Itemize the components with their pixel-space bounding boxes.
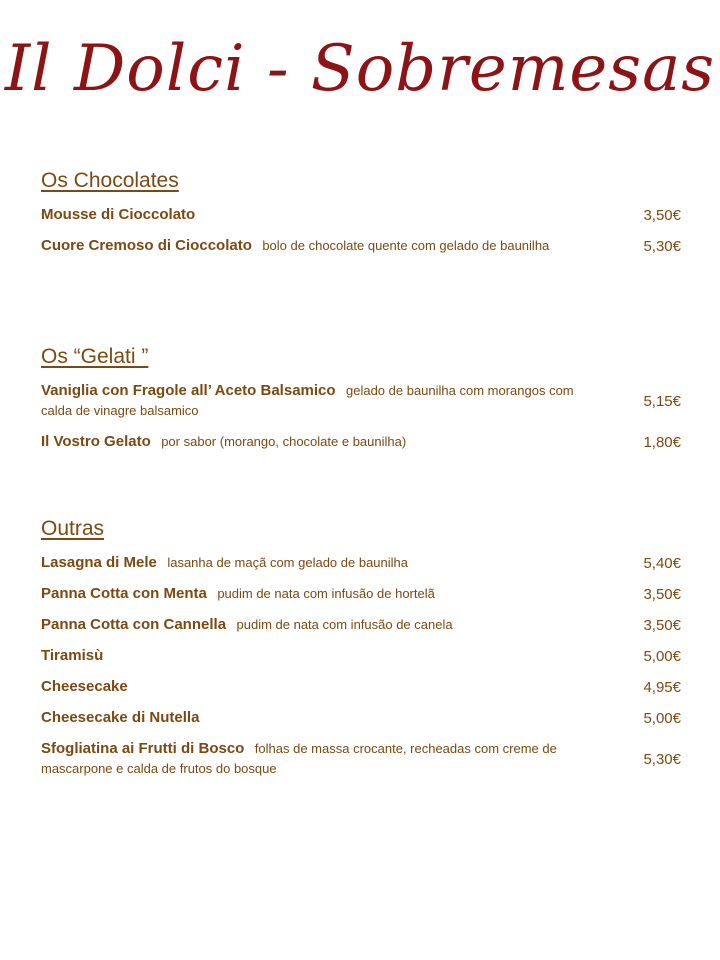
item-name: Panna Cotta con Menta [41, 585, 207, 603]
item-name: Il Vostro Gelato [41, 433, 151, 451]
item-description: pudim de nata com infusão de hortelã [217, 586, 435, 602]
menu-item [41, 584, 681, 604]
item-price: 1,80€ [643, 433, 681, 451]
menu-item [41, 677, 681, 697]
item-price: 5,30€ [643, 750, 681, 768]
menu-item [41, 646, 681, 666]
section-heading: Outras [41, 517, 105, 540]
item-description: pudim de nata com infusão de canela [236, 617, 453, 633]
section-heading: Os Chocolates [41, 169, 179, 192]
section-heading: Os “Gelati ” [41, 345, 149, 368]
item-price: 3,50€ [643, 585, 681, 603]
item-name: Mousse di Cioccolato [41, 206, 196, 224]
item-price: 5,15€ [643, 392, 681, 410]
item-description: folhas de massa crocante, recheadas com creme de mascarpone e calda de frutos do bosque [41, 741, 557, 777]
item-price: 4,95€ [643, 678, 681, 696]
item-price: 3,50€ [643, 616, 681, 634]
section-outras [41, 516, 681, 790]
menu-item [41, 205, 681, 225]
item-price: 5,30€ [643, 237, 681, 255]
section-chocolates [41, 168, 681, 267]
item-price: 3,50€ [643, 206, 681, 224]
item-name: Panna Cotta con Cannella [41, 616, 227, 634]
menu-item [41, 739, 681, 779]
item-name: Vaniglia con Fragole all’ Aceto Balsamico [41, 382, 336, 400]
item-price: 5,40€ [643, 554, 681, 572]
item-description: gelado de baunilha com morangos com calda de vinagre balsamico [41, 383, 574, 419]
item-description: lasanha de maçã com gelado de baunilha [167, 555, 408, 571]
menu-item [41, 615, 681, 635]
section-gelati [41, 344, 681, 463]
menu-item [41, 432, 681, 452]
item-name: Cuore Cremoso di Cioccolato [41, 237, 252, 255]
menu-item [41, 381, 681, 421]
item-name: Cheesecake di Nutella [41, 709, 200, 727]
item-description: bolo de chocolate quente com gelado de baunilha [262, 238, 550, 254]
item-name: Sfogliatina ai Frutti di Bosco [41, 740, 245, 758]
menu-item [41, 553, 681, 573]
item-description: por sabor (morango, chocolate e baunilha) [161, 434, 407, 450]
item-name: Tiramisù [41, 647, 104, 665]
page-title: Il Dolci - Sobremesas [4, 32, 716, 106]
item-name: Cheesecake [41, 678, 128, 696]
item-price: 5,00€ [643, 647, 681, 665]
item-name: Lasagna di Mele [41, 554, 157, 572]
menu-item [41, 236, 681, 256]
menu-item [41, 708, 681, 728]
item-price: 5,00€ [643, 709, 681, 727]
